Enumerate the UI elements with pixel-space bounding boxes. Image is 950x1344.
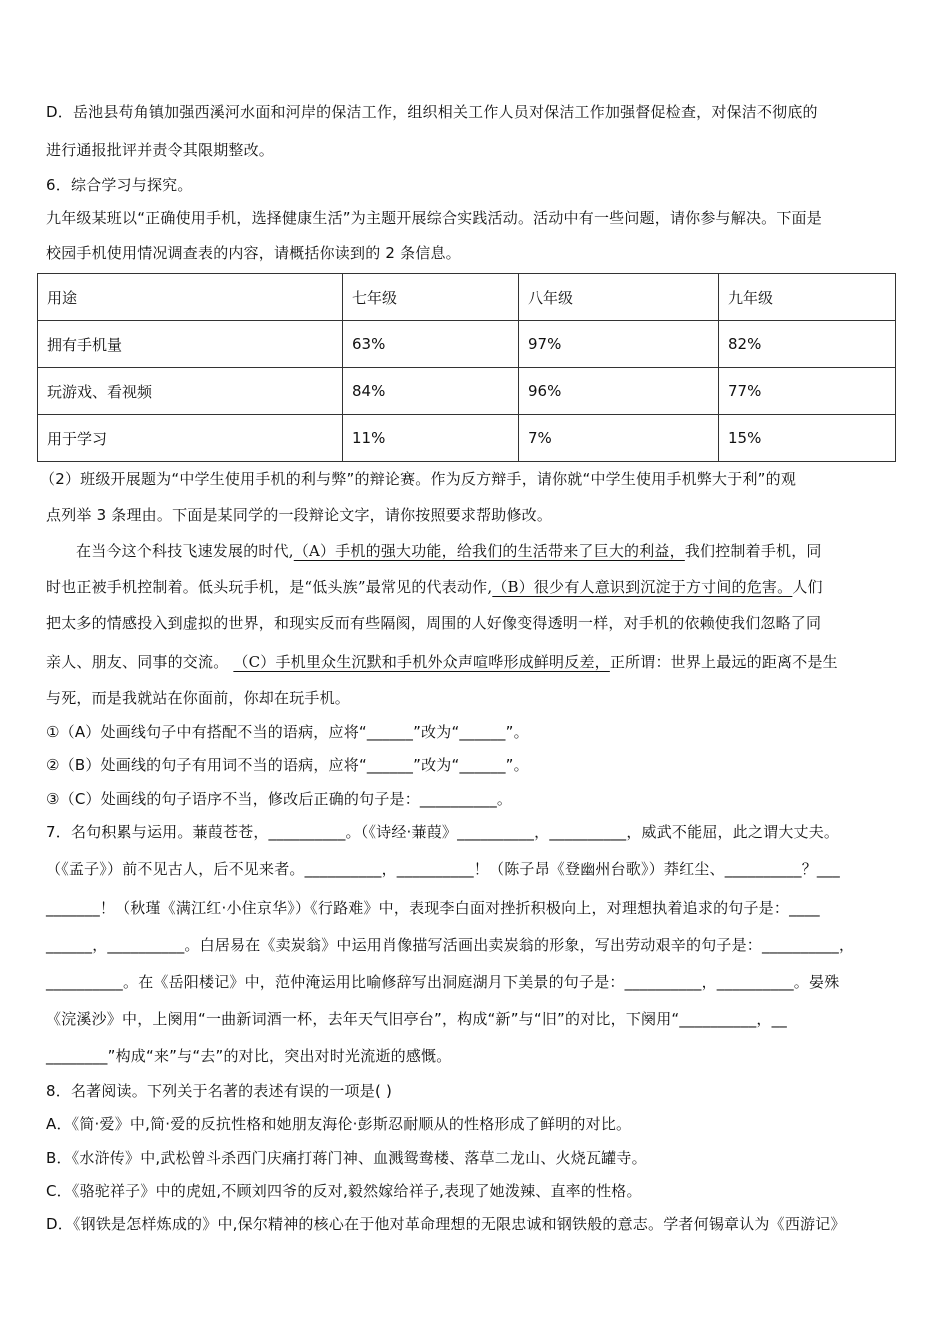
table-row <box>38 415 896 462</box>
q8-option-a: A．《简·爱》中,简·爱的反抗性格和她朋友海伦·彭斯忍耐顺从的性格形成了鲜明的对比。 <box>46 1115 632 1133</box>
q7-line5: __________。在《岳阳楼记》中，范仲淹运用比喻修辞写出洞庭湖月下美景的句子是：__________，__________。晏殊 <box>46 973 840 991</box>
table-cell: 77% <box>719 368 896 415</box>
q7-line3: _______！（秋瑾《满江红·小住京华》）《行路难》中，表现李白面对挫折积极向上，对理想执着追求的句子是：____ <box>46 899 820 917</box>
passage-text: 时也正被手机控制着。低头玩手机，是“低头族”最常见的代表动作, <box>46 578 493 596</box>
table-cell: 84% <box>343 368 519 415</box>
table-cell: 11% <box>343 415 519 462</box>
passage-text: 正所谓：世界上最远的距离不是生 <box>609 653 838 671</box>
q6-sub3: ③（C）处画线的句子语序不当，修改后正确的句子是：__________。 <box>46 790 513 808</box>
q6-intro-line1: 九年级某班以“正确使用手机，选择健康生活”为主题开展综合实践活动。活动中有一些问题，请你参与解决。下面是 <box>46 209 822 227</box>
table-cell: 拥有手机量 <box>38 321 343 368</box>
underlined-sentence-b: （B）很少有人意识到沉淀于方寸间的危害。 <box>492 578 793 596</box>
table-header-cell: 用途 <box>38 274 343 321</box>
q6-sub1: ①（A）处画线句子中有搭配不当的语病，应将“______”改为“______”。 <box>46 723 529 741</box>
passage-line1 <box>76 541 936 561</box>
table-cell: 用于学习 <box>38 415 343 462</box>
passage-line5: 与死，而是我就站在你面前，你却在玩手机。 <box>46 689 351 707</box>
table-cell: 7% <box>519 415 719 462</box>
q7-line1: 7．名句积累与运用。蒹葭苍苍，__________。（《诗经·蒹葭》__________，__________，威武不能屈，此之谓大丈夫。 <box>46 823 840 841</box>
table-row <box>38 368 896 415</box>
q8-option-b: B．《水浒传》中,武松曾斗杀西门庆痛打蒋门神、血溅鸳鸯楼、落草二龙山、火烧瓦罐寺。 <box>46 1149 647 1167</box>
table-header-cell: 七年级 <box>343 274 519 321</box>
underlined-sentence-a: （A）手机的强大功能，给我们的生活带来了巨大的利益， <box>293 542 685 560</box>
passage-text: 我们控制着手机，同 <box>684 542 822 560</box>
passage-line3: 把太多的情感投入到虚拟的世界，和现实反而有些隔阂，周围的人好像变得透明一样，对手机的依赖使我们忽略了同 <box>46 614 822 632</box>
q7-line6: 《浣溪沙》中，上阕用“一曲新词酒一杯，去年天气旧亭台”，构成“新”与“旧”的对比，下阕用“__________，__ <box>46 1010 788 1028</box>
q5-option-d-line2: 进行通报批评并责令其限期整改。 <box>46 141 275 159</box>
passage-text: 亲人、朋友、同事的交流。 <box>46 653 234 671</box>
q7-line4: ______，__________。白居易在《卖炭翁》中运用肖像描写活画出卖炭翁的形象，写出劳动艰辛的句子是：__________， <box>46 936 855 954</box>
q6-sub2: ②（B）处画线的句子有用词不当的语病，应将“______”改为“______”。 <box>46 756 529 774</box>
q8-option-c: C．《骆驼祥子》中的虎妞,不顾刘四爷的反对,毅然嫁给祥子,表现了她泼辣、直率的性格。 <box>46 1182 642 1200</box>
passage-line4 <box>46 652 906 672</box>
table-header-cell: 九年级 <box>719 274 896 321</box>
q6-title: 6．综合学习与探究。 <box>46 176 193 194</box>
table-cell: 玩游戏、看视频 <box>38 368 343 415</box>
q8-title: 8．名著阅读。下列关于名著的表述有误的一项是( ) <box>46 1082 393 1100</box>
underlined-sentence-c: （C）手机里众生沉默和手机外众声喧哗形成鲜明反差， <box>233 653 610 671</box>
q5-option-d-line1: D．岳池县苟角镇加强西溪河水面和河岸的保洁工作，组织相关工作人员对保洁工作加强督促检查，对保洁不彻底的 <box>46 103 818 121</box>
q7-line7: ________”构成“来”与“去”的对比，突出对时光流逝的感慨。 <box>46 1047 452 1065</box>
q7-line2: （《孟子》）前不见古人，后不见来者。__________，__________！（陈子昂《登幽州台歌》）莽红尘、__________？___ <box>46 860 841 878</box>
q6-intro-line2: 校园手机使用情况调查表的内容，请概括你读到的 2 条信息。 <box>46 244 461 262</box>
table-cell: 63% <box>343 321 519 368</box>
table-cell: 15% <box>719 415 896 462</box>
q6-part2-line1: （2）班级开展题为“中学生使用手机的利与弊”的辩论赛。作为反方辩手，请你就“中学生使用手机弊大于利”的观 <box>40 470 797 488</box>
phone-usage-survey-table <box>37 273 896 462</box>
q6-part2-line2: 点列举 3 条理由。下面是某同学的一段辩论文字，请你按照要求帮助修改。 <box>46 506 553 524</box>
passage-text: 人们 <box>792 578 823 596</box>
passage-text: 在当今这个科技飞速发展的时代, <box>76 542 294 560</box>
table-header-cell: 八年级 <box>519 274 719 321</box>
table-row <box>38 321 896 368</box>
table-cell: 96% <box>519 368 719 415</box>
table-cell: 97% <box>519 321 719 368</box>
table-header-row <box>38 274 896 321</box>
passage-line2 <box>46 577 906 597</box>
table-cell: 82% <box>719 321 896 368</box>
q8-option-d: D．《钢铁是怎样炼成的》中,保尔精神的核心在于他对革命理想的无限忠诚和钢铁般的意志。学者何锡章认为《西游记》 <box>46 1215 846 1233</box>
